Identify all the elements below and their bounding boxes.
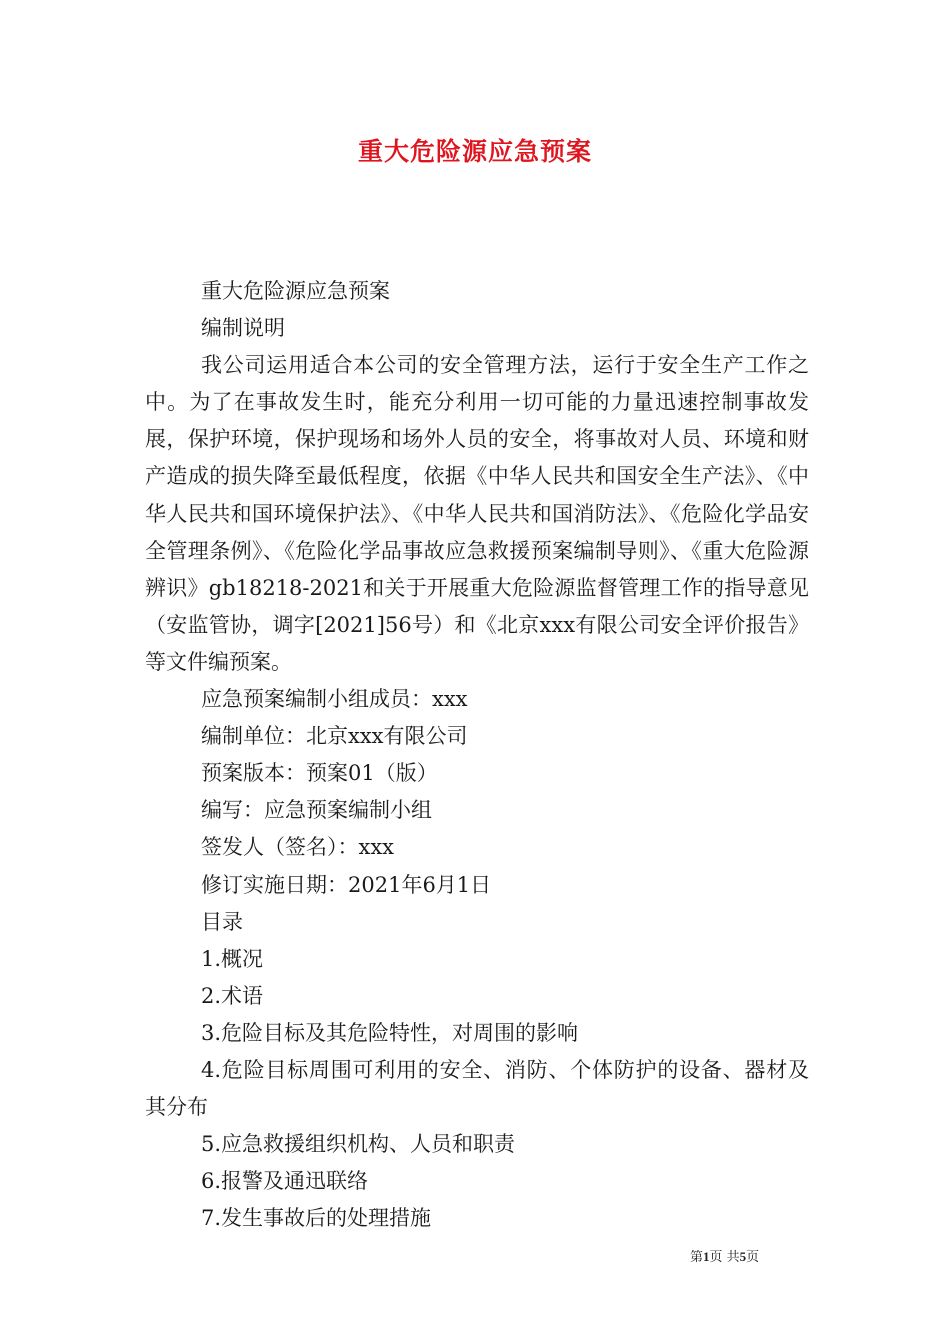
revision-date-line: 修订实施日期：2021年6月1日 <box>201 872 492 897</box>
toc-item: 1.概况 <box>201 946 264 971</box>
toc-item: 6.报警及通迅联络 <box>201 1169 369 1194</box>
footer-prefix: 第 <box>690 1250 704 1265</box>
team-members-line: 应急预案编制小组成员：xxx <box>201 687 468 712</box>
plan-version-line: 预案版本：预案01（版） <box>201 761 438 786</box>
footer-middle: 页 共 <box>709 1250 740 1265</box>
prepared-by-unit-line: 编制单位：北京xxx有限公司 <box>201 724 468 749</box>
toc-item: 3.危险目标及其危险特性，对周围的影响 <box>201 1020 579 1045</box>
body-heading: 重大危险源应急预案 <box>201 279 390 303</box>
document-title: 重大危险源应急预案 <box>357 137 592 166</box>
page-footer <box>690 1246 759 1265</box>
current-page-number: 1 <box>703 1249 710 1264</box>
toc-heading: 目录 <box>201 909 243 934</box>
toc-item: 7.发生事故后的处理措施 <box>201 1206 432 1231</box>
toc-item: 5.应急救援组织机构、人员和职责 <box>201 1132 516 1157</box>
toc-item: 4.危险目标周围可利用的安全、消防、个体防护的设备、器材及其分布 <box>145 1057 809 1120</box>
section-heading-preparation-notes: 编制说明 <box>201 316 285 341</box>
preparation-paragraph: 我公司运用适合本公司的安全管理方法，运行于安全生产工作之中。为了在事故发生时，能充分利用一切可能的力量迅速控制事故发展，保护环境，保护现场和场外人员的安全，将事故对人员、环境和财产造成的损失降至最低程度，依据《中华人民共和国安全生产法》、《中华人民共和国环境保护法》、《中华人民共和国消防法》、《危险化学品安全管理条例》、《危险化学品事故应急救援预案编制导则》、《重大危险源辨识》gb18218-2021和关于开展重大危险源监督管理工作的指导意见（安监管协，调字[2021]56号）和《北京xxx有限公司安全评价报告》等文件编预案。 <box>145 353 809 674</box>
toc-item: 2.术语 <box>201 983 264 1008</box>
document-body <box>145 273 809 1237</box>
author-line: 编写：应急预案编制小组 <box>201 798 432 823</box>
issuer-line: 签发人（签名）：xxx <box>201 835 395 860</box>
footer-suffix: 页 <box>746 1250 760 1265</box>
total-page-count: 5 <box>739 1249 747 1264</box>
